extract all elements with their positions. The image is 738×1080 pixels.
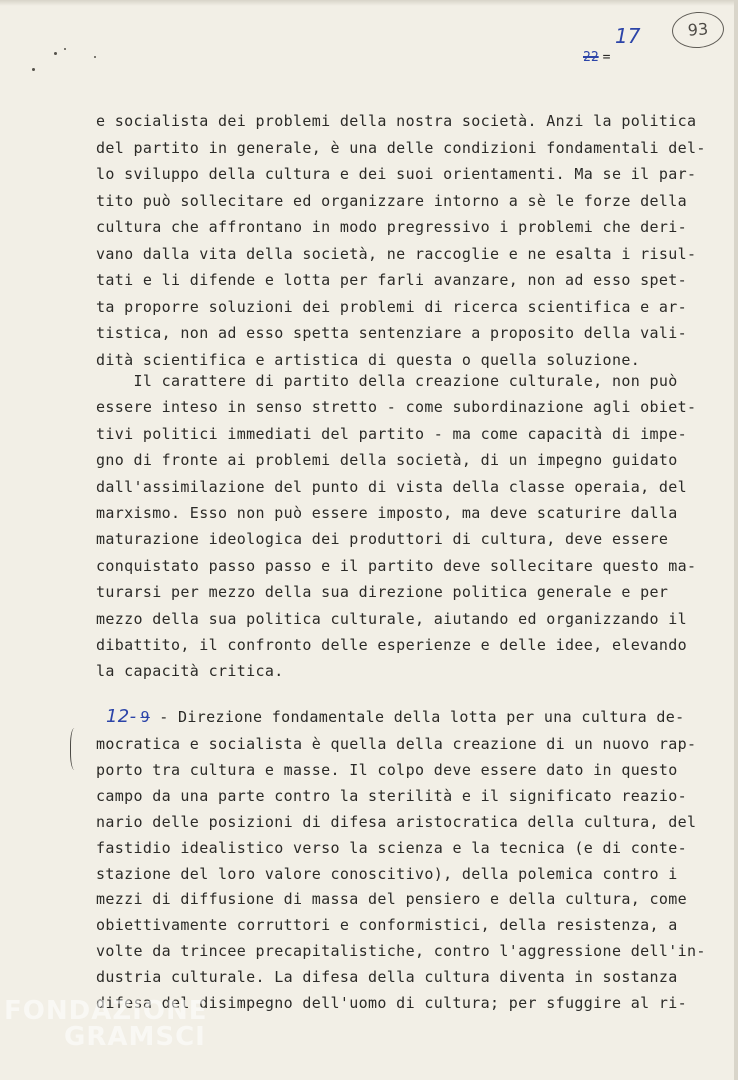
watermark-line-1: FONDAZIONE — [4, 996, 208, 1026]
text-line: difesa del disimpegno dell'uomo di cultura; per sfuggire al ri- — [96, 994, 687, 1012]
text-line: campo da una parte contro la sterilità e il significato reazio- — [96, 786, 687, 805]
text-line: porto tra cultura e masse. Il colpo deve essere dato in questo — [96, 760, 678, 779]
text-line: vano dalla vita della società, ne raccoglie e ne esalta i risul- — [96, 244, 697, 263]
page-number-struck: 22 — [583, 50, 599, 65]
section-number-struck: 9 — [140, 708, 150, 726]
text-line: dustria culturale. La difesa della cultura diventa in sostanza — [96, 968, 678, 987]
text-line: maturazione ideologica dei produttori di cultura, deve essere — [96, 530, 669, 549]
text-line: gno di fronte ai problemi della società, di un impegno guidato — [96, 451, 678, 470]
text-line: marxismo. Esso non può essere imposto, ma deve scaturire dalla — [96, 504, 678, 522]
text-line: obiettivamente corruttori e conformistici, della resistenza, a — [96, 916, 678, 935]
text-line: fastidio idealistico verso la scienza e la tecnica (e di conte- — [96, 838, 687, 857]
text-line: nario delle posizioni di difesa aristocratica della cultura, del — [96, 812, 697, 831]
text-line: stazione del loro valore conoscitivo), della polemica contro i — [96, 864, 678, 883]
text-line: dibattito, il confronto delle esperienze e delle idee, elevando — [96, 636, 687, 654]
text-line: mezzi di diffusione di massa del pensiero e della cultura, come — [96, 890, 687, 909]
text-line: mezzo della sua politica culturale, aiutando ed organizzando il — [96, 609, 687, 628]
section-text: - Direzione fondamentale della lotta per una cultura de- — [149, 708, 685, 726]
page-edge-right — [734, 0, 738, 1080]
text-line: cultura che affrontano in modo pregressivo i problemi che deri- — [96, 218, 687, 236]
text-line: Il carattere di partito della creazione culturale, non può — [96, 372, 678, 390]
text-line: volte da trincee precapitalistiche, contro l'aggressione dell'in- — [96, 942, 706, 961]
page-number-handwritten: 17 — [615, 24, 641, 48]
ink-speck — [32, 68, 35, 71]
text-line: tito può sollecitare ed organizzare intorno a sè le forze della — [96, 191, 687, 210]
text-line: del partito in generale, è una delle condizioni fondamentali del- — [96, 138, 706, 157]
ink-speck — [94, 56, 96, 58]
text-line: conquistato passo passo e il partito deve sollecitare questo ma- — [96, 556, 697, 575]
page-number-typed — [583, 50, 610, 65]
ink-speck — [64, 48, 66, 50]
text-line: turarsi per mezzo della sua direzione politica generale e per — [96, 583, 669, 602]
text-line: la capacità critica. — [96, 662, 284, 681]
text-line: tivi politici immediati del partito - ma come capacità di impe- — [96, 424, 687, 443]
margin-bracket — [70, 728, 81, 770]
text-line: tati e li difende e lotta per farli avanzare, non ad esso spet- — [96, 271, 687, 289]
text-line: dità scientifica e artistica di questa o quella soluzione. — [96, 350, 641, 369]
text-line: mocratica e socialista è quella della creazione di un nuovo rap- — [96, 735, 697, 753]
text-line: essere inteso in senso stretto - come subordinazione agli obiet- — [96, 398, 697, 417]
page-edge — [0, 0, 738, 6]
section-number-handwritten: 12- — [106, 706, 137, 727]
ink-speck — [54, 52, 57, 55]
text-line: lo sviluppo della cultura e dei suoi orientamenti. Ma se il par- — [96, 165, 697, 183]
text-line: tistica, non ad esso spetta sentenziare a proposito della vali- — [96, 324, 687, 342]
section-heading-line — [106, 706, 686, 728]
text-line: e socialista dei problemi della nostra società. Anzi la politica — [96, 112, 697, 130]
text-line: ta proporre soluzioni dei problemi di ricerca scientifica e ar- — [96, 297, 687, 316]
watermark-logo — [4, 998, 207, 1050]
watermark-line-2: GRAMSCI — [64, 1022, 206, 1052]
page-number-suffix: = — [602, 50, 611, 65]
folio-number: 93 — [671, 10, 725, 50]
text-line: dall'assimilazione del punto di vista della classe operaia, del — [96, 477, 687, 496]
